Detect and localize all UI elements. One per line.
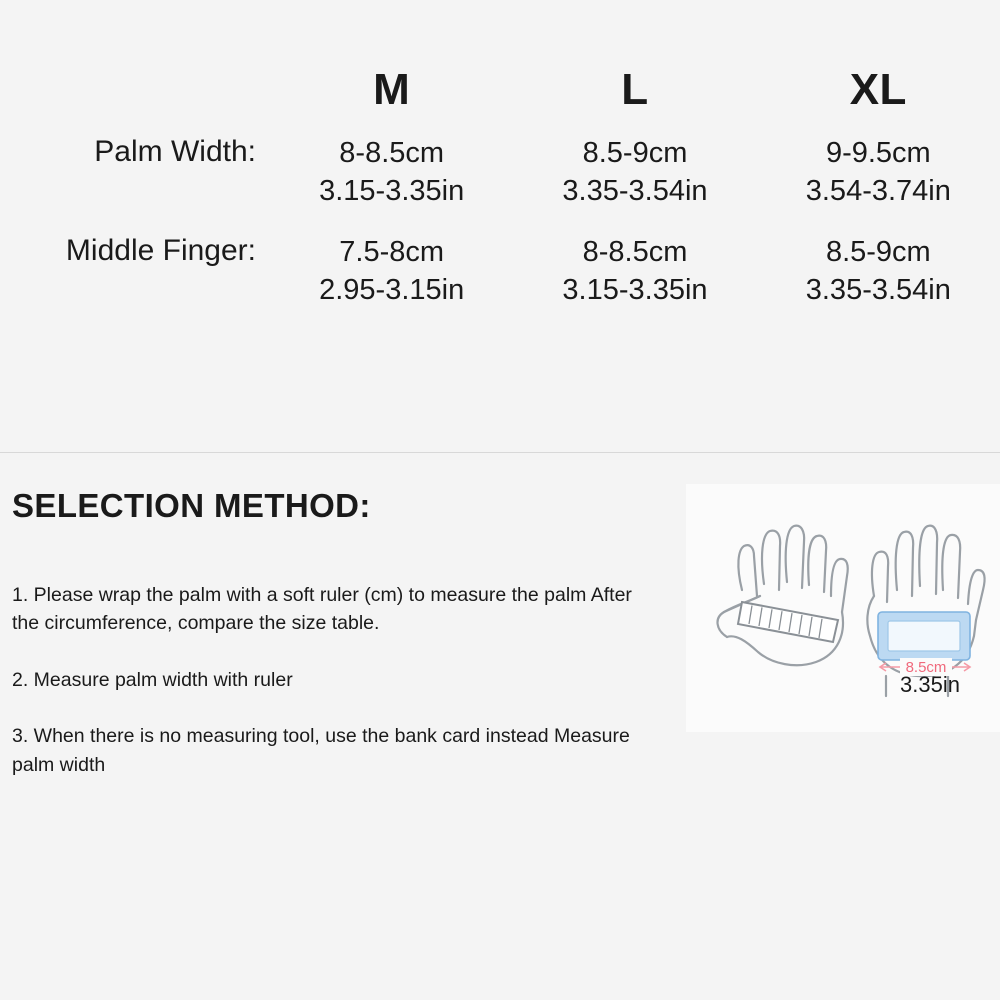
cell-middle-finger-xl [757,233,1000,310]
left-hand-icon [718,526,848,666]
cell-value-cm: 8.5-9cm [825,235,931,268]
size-chart [0,50,1000,309]
cell-value-inch: 3.35-3.54in [805,273,951,306]
table-row [0,233,1000,310]
size-column-header-m: M [373,65,411,114]
cell-value-inch: 3.15-3.35in [319,175,465,208]
measure-label-inch: 3.35in [900,672,960,697]
row-label-palm-width: Palm Width: [94,135,256,168]
row-label-middle-finger: Middle Finger: [65,233,256,267]
section-divider [0,452,1000,453]
size-column-header-l: L [621,65,649,114]
cell-value-inch: 3.15-3.35in [562,273,708,306]
selection-method-section [12,487,672,807]
cell-middle-finger-l [513,233,756,310]
soft-ruler-icon [738,602,838,642]
cell-value-cm: 8-8.5cm [582,235,688,268]
cell-palm-width-xl [757,134,1000,211]
section-title: SELECTION METHOD: [12,487,371,524]
table-row [0,134,1000,211]
bank-card-icon [878,612,970,660]
cell-value-cm: 8-8.5cm [339,137,445,169]
cell-value-cm: 9-9.5cm [825,137,931,169]
cell-value-cm: 8.5-9cm [582,137,688,169]
list-item: 2. Measure palm width with ruler [12,668,293,691]
cell-value-inch: 2.95-3.15in [319,273,465,306]
cell-value-inch: 3.54-3.74in [805,175,951,208]
cell-middle-finger-m [270,233,513,310]
cell-value-cm: 7.5-8cm [339,235,445,268]
list-item: 1. Please wrap the palm with a soft ruler (cm) to measure the palm After the circumference, compare the size table. [12,584,632,635]
list-item: 3. When there is no measuring tool, use the bank card instead Measure palm width [12,725,630,776]
size-chart-header-row [0,50,1000,112]
measure-label-cm: 8.5cm [905,659,947,676]
cell-value-inch: 3.35-3.54in [562,175,708,208]
cell-palm-width-m [270,134,513,211]
size-column-header-xl: XL [849,65,907,114]
cell-palm-width-l [513,134,756,211]
